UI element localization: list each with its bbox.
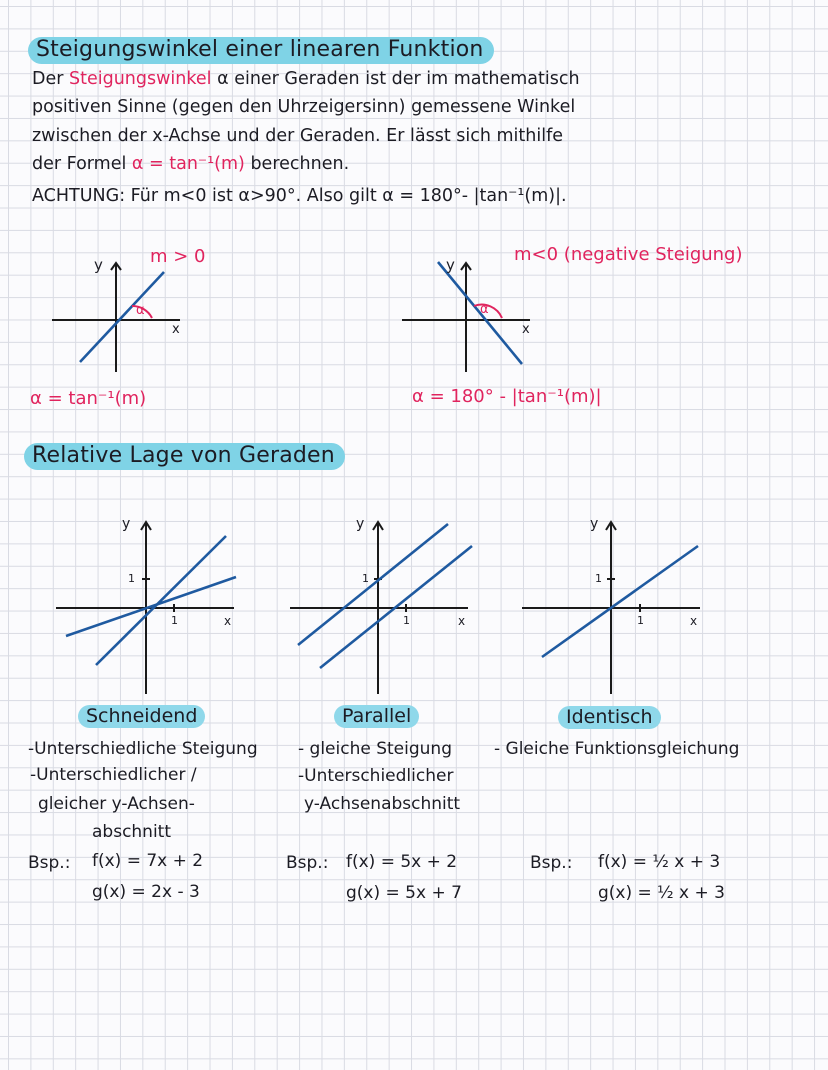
axis-label-x: x [690,614,698,628]
condition-label-right: m<0 (negative Steigung) [514,244,743,265]
paragraph-line-2: positiven Sinne (gegen den Uhrzeigersinn) gemessene Winkel [32,97,576,117]
example-prefix-schneidend: Bsp.: [28,853,71,873]
example-prefix-identisch: Bsp.: [530,853,573,873]
axis-label-y: y [590,516,599,532]
note-schneidend-4: abschnitt [92,822,172,842]
formula-left: α = tan⁻¹(m) [30,388,147,409]
note-schneidend-3: gleicher y-Achsen- [38,794,195,814]
term-steigungswinkel: Steigungswinkel [69,69,212,89]
text-segment: der Formel [32,154,132,174]
note-parallel-1: - gleiche Steigung [298,739,452,759]
section-title-relative-lage: Relative Lage von Geraden [24,443,345,470]
note-schneidend-1: -Unterschiedliche Steigung [28,739,258,759]
example-f-schneidend: f(x) = 7x + 2 [92,851,204,871]
text-segment: Der [32,69,69,89]
tick-label-x: 1 [171,614,178,627]
note-parallel-3: y-Achsenabschnitt [304,794,461,814]
formula-right: α = 180° - |tan⁻¹(m)| [412,386,602,407]
paragraph-line-3: zwischen der x-Achse und der Geraden. Er lässt sich mithilfe [32,126,564,146]
axis-label-x: x [224,614,232,628]
paragraph-line-5: ACHTUNG: Für m<0 ist α>90°. Also gilt α = 180°- |tan⁻¹(m)|. [32,186,567,206]
condition-label-left: m > 0 [150,246,206,267]
example-g-schneidend: g(x) = 2x - 3 [92,882,200,902]
example-prefix-parallel: Bsp.: [286,853,329,873]
tick-label-x: 1 [637,614,644,627]
text-segment: α einer Geraden ist der im mathematisch [211,69,580,89]
note-schneidend-2: -Unterschiedlicher / [30,765,197,785]
caption-parallel: Parallel [334,705,419,728]
example-g-identisch: g(x) = ½ x + 3 [598,883,725,903]
angle-label: α [136,303,145,318]
line-f-and-g [542,546,698,657]
caption-identisch: Identisch [558,706,661,729]
formula-inline: α = tan⁻¹(m) [131,154,245,174]
axis-label-y: y [122,516,131,532]
example-g-parallel: g(x) = 5x + 7 [346,883,462,903]
axis-label-x: x [172,322,180,337]
axis-label-y: y [356,516,365,532]
example-f-parallel: f(x) = 5x + 2 [346,852,458,872]
tick-label-y: 1 [128,572,135,585]
axis-label-x: x [458,614,466,628]
note-parallel-2: -Unterschiedlicher [298,766,454,786]
tick-label-x: 1 [403,614,410,627]
angle-label: α [480,302,489,317]
text-segment: berechnen. [244,154,350,174]
tick-label-y: 1 [595,572,602,585]
note-identisch-1: - Gleiche Funktionsgleichung [494,739,740,759]
section-title-steigungswinkel: Steigungswinkel einer linearen Funktion [28,37,494,64]
axis-label-y: y [94,256,103,274]
caption-schneidend: Schneidend [78,705,205,728]
example-f-identisch: f(x) = ½ x + 3 [598,852,721,872]
tick-label-y: 1 [362,572,369,585]
axis-label-x: x [522,322,530,337]
axis-label-y: y [446,256,455,274]
